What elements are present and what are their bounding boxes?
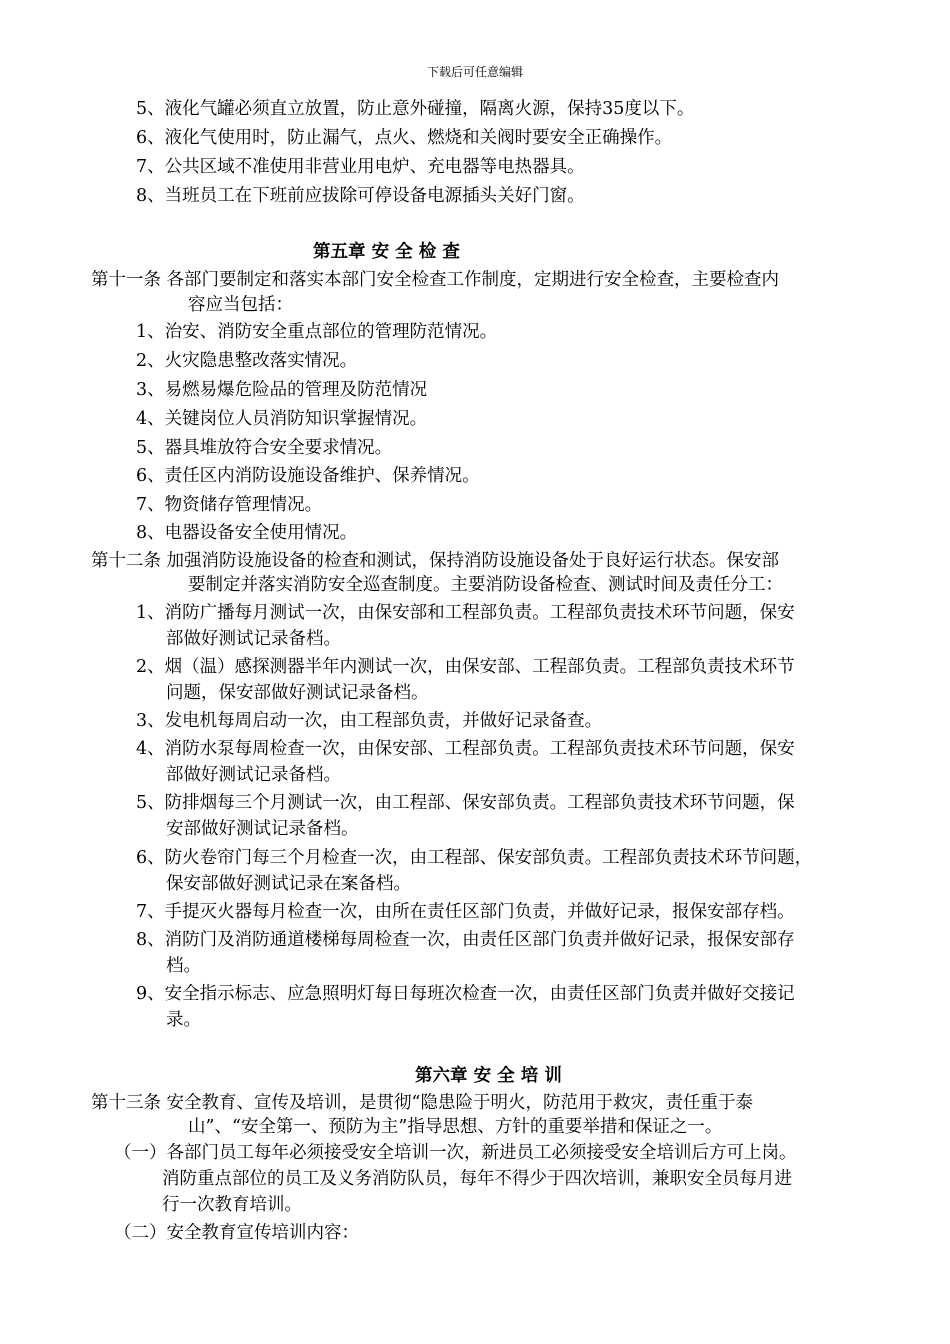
text-line: 保安部做好测试记录在案备档。 (166, 874, 411, 894)
text-line: 第十三条 安全教育、宣传及培训，是贯彻“隐患险于明火，防范用于救灾，责任重于泰 (91, 1093, 754, 1113)
text-line: 6、液化气使用时，防止漏气，点火、燃烧和关阀时要安全正确操作。 (136, 128, 673, 148)
text-line: 消防重点部位的员工及义务消防队员，每年不得少于四次培训，兼职安全员每月进 (162, 1169, 792, 1189)
text-line: 2、火灾隐患整改落实情况。 (136, 351, 358, 371)
text-line: 5、液化气罐必须直立放置，防止意外碰撞，隔离火源，保持35度以下。 (136, 99, 695, 119)
text-line: 4、关键岗位人员消防知识掌握情况。 (136, 409, 428, 429)
text-line: 5、器具堆放符合安全要求情况。 (136, 438, 393, 458)
text-line: 行一次教育培训。 (162, 1195, 302, 1215)
text-line: 部做好测试记录备档。 (166, 765, 341, 785)
text-line: 1、消防广播每月测试一次，由保安部和工程部负责。工程部负责技术环节问题，保安 (136, 603, 795, 623)
text-line: 7、手提灭火器每月检查一次，由所在责任区部门负责，并做好记录，报保安部存档。 (136, 902, 795, 922)
text-line: 问题，保安部做好测试记录备档。 (166, 683, 429, 703)
text-line: （二）安全教育宣传培训内容： (114, 1223, 359, 1243)
text-line: 9、安全指示标志、应急照明灯每日每班次检查一次，由责任区部门负责并做好交接记 (136, 984, 795, 1004)
text-line: 录。 (166, 1010, 201, 1030)
text-line: 7、公共区域不准使用非营业用电炉、充电器等电热器具。 (136, 157, 585, 177)
text-line: 7、物资储存管理情况。 (136, 495, 323, 515)
text-line: 8、电器设备安全使用情况。 (136, 523, 358, 543)
text-line: 1、治安、消防安全重点部位的管理防范情况。 (136, 322, 498, 342)
text-line: 6、责任区内消防设施设备维护、保养情况。 (136, 466, 480, 486)
text-line: 容应当包括： (188, 295, 293, 315)
text-line: 4、消防水泵每周检查一次，由保安部、工程部负责。工程部负责技术环节问题，保安 (136, 739, 795, 759)
chapter-title: 第五章 安 全 检 查 (313, 242, 460, 262)
text-line: 部做好测试记录备档。 (166, 629, 341, 649)
text-line: （一）各部门员工每年必须接受安全培训一次，新进员工必须接受安全培训后方可上岗。 (114, 1143, 797, 1163)
text-line: 山”、“安全第一、预防为主”指导思想、方针的重要举措和保证之一。 (188, 1117, 723, 1137)
text-line: 8、当班员工在下班前应拔除可停设备电源插头关好门窗。 (136, 186, 585, 206)
page-header: 下载后可任意编辑 (426, 65, 523, 79)
text-line: 2、烟（温）感探测器半年内测试一次，由保安部、工程部负责。工程部负责技术环节 (136, 657, 795, 677)
text-line: 3、易燃易爆危险品的管理及防范情况 (136, 380, 428, 400)
text-line: 档。 (166, 956, 201, 976)
text-line: 安部做好测试记录备档。 (166, 819, 359, 839)
text-line: 第十一条 各部门要制定和落实本部门安全检查工作制度，定期进行安全检查，主要检查内 (91, 270, 780, 290)
chapter-title: 第六章 安 全 培 训 (415, 1066, 562, 1086)
text-line: 第十二条 加强消防设施设备的检查和测试，保持消防设施设备处于良好运行状态。保安部 (91, 551, 780, 571)
text-line: 要制定并落实消防安全巡查制度。主要消防设备检查、测试时间及责任分工： (188, 575, 783, 595)
text-line: 3、发电机每周启动一次，由工程部负责，并做好记录备查。 (136, 711, 603, 731)
text-line: 8、消防门及消防通道楼梯每周检查一次，由责任区部门负责并做好记录，报保安部存 (136, 930, 795, 950)
text-line: 5、防排烟每三个月测试一次，由工程部、保安部负责。工程部负责技术环节问题，保 (136, 793, 795, 813)
text-line: 6、防火卷帘门每三个月检查一次，由工程部、保安部负责。工程部负责技术环节问题， (136, 848, 813, 868)
